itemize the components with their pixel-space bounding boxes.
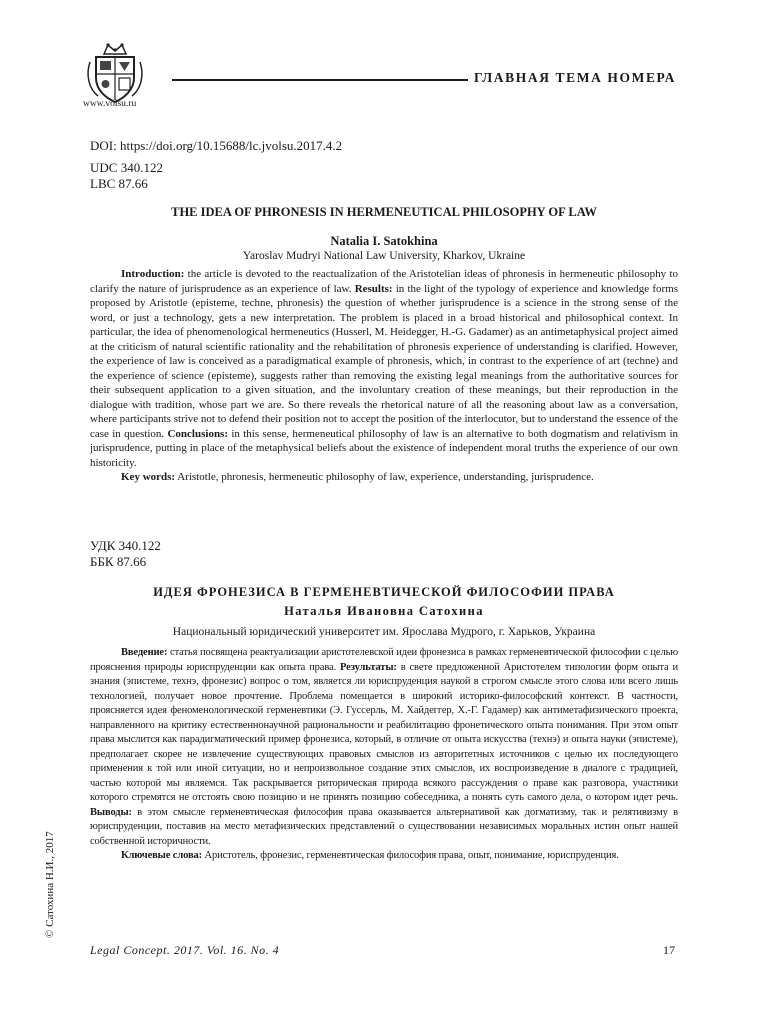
keywords-ru: Аристотель, фронезис, герменевтическая философия права, опыт, понимание, юриспруденция. — [202, 850, 619, 861]
intro-label-ru: Введение: — [121, 647, 168, 658]
results-text: in the light of the typology of experience and knowledge forms proposed by Aristotle (episteme, techne, phronesis) the question of whether jurisprudence is a science in the strong sense of the word, or just a technology, gets a new interpretation. The problem is placed in a broad historical and philosophical context. In particular, the idea of phenomenological hermeneutics (Husserl, M. Heidegger, H.-G. Gadamer) as an antimetaphysical project aimed at the criticism of natural scientific rationality and the rehabilitation of phronesis experience of understanding is clarified. However, the experience of law is conceived as a paradigmatical example of phronesis, which, in contrast to the experience of art (techne) and the experience of science (episteme), suggests rather than removing the existing legal meanings from the authoritative sources for their subsequent application to a given situation, and the involuntary creation of these meanings, but their reproduction in the dialogue with tradition, whose part we are. So there reveals the rhetorical nature of all the reasoning about law as a conversation, where participants strive not to defend their position not to accept the position of the interlocutor, but to understand the essence of the case in question. — [90, 282, 678, 440]
intro-label: Introduction: — [121, 268, 185, 280]
site-url: www.volsu.ru — [83, 99, 137, 109]
conclusions-text-ru: в этом смысле герменевтическая философия права оказывается альтернативой как догматизму, так и релятивизму в юриспруденции, поставив на место метафизических представлений о существовании независимых моральных истин опыт нашей собственной историчности. — [90, 806, 678, 847]
results-label-ru: Результаты: — [340, 661, 397, 673]
doi: DOI: https://doi.org/10.15688/lc.jvolsu.2017.4.2 — [90, 138, 343, 153]
page-number: 17 — [663, 943, 675, 957]
copyright-notice: © Сатохина Н.И., 2017 — [44, 831, 56, 938]
conclusions-label: Conclusions: — [167, 427, 229, 440]
affiliation-en: Yaroslav Mudryi National Law University, Kharkov, Ukraine — [242, 250, 526, 262]
results-text-ru: в свете предложенной Аристотелем типологии форм опыта и знания (эпистеме, технэ, фронезис) вопрос о том, является ли юриспруденция наукой в строгом смысле этого слова или всего лишь технологией, получает новое прочтение. Проблема помещается в широкий историко-философский контекст. В частности, проясняется идея феноменологической герменевтики (Э. Гуссерль, М. Хайдеггер, Х.-Г. Гадамер) как антиметафизического проекта, направленного на критику естественнонаучной рациональности и реабилитацию фронетического опыта понимания. При этом опыт права мыслится как парадигматический пример фронезиса, который, в отличие от опыта искусства (технэ) и опыта науки (эпистеме), предполагает скорее не извлечение существующих правовых смыслов из авторитетных источников с целью их последующего применения к той или иной ситуации, но и непроизвольное создание этих смыслов, их воспроизведение в диалоге с традицией, частью которой мы являемся. Так раскрывается риторическая природа всякого рассуждения о праве как разговора, участники которого стремятся не отстоять свою позицию и не принять позицию собеседника, а понять суть самого дела, о котором идет речь. — [90, 661, 678, 803]
journal-footer: Legal Concept. 2017. Vol. 16. No. 4 — [90, 943, 280, 957]
keywords-label-en: Key words: — [121, 471, 176, 483]
section-title: ГЛАВНАЯ ТЕМА НОМЕРА — [474, 70, 677, 85]
lbc: LBC 87.66 — [90, 176, 148, 191]
intro-text: the article is devoted to the reactualization of the Aristotelian ideas of phronesis in hermeneutic philosophy to clarify the nature of jurisprudence as an experience of law. — [90, 268, 678, 295]
conclusions-text: in this sense, hermeneutical philosophy of law is an alternative to both dogmatism and relativism in jurisprudence, putting in place of the metaphysical beliefs about the existence of independent moral truths the experience of our own historicity. — [90, 427, 679, 469]
keywords-label-ru: Ключевые слова: — [121, 850, 203, 861]
bbk: ББК 87.66 — [90, 554, 147, 569]
abstract-en — [90, 267, 678, 485]
affiliation-ru: Национальный юридический университет им. Ярослава Мудрого, г. Харьков, Украина — [172, 626, 596, 638]
intro-text-ru: статья посвящена реактуализации аристотелевской идеи фронезиса в рамках герменевтической философии с целью прояснения природы юриспруденции как опыта права. — [90, 647, 678, 673]
author-en: Natalia I. Satokhina — [330, 234, 438, 248]
keywords-en: Aristotle, phronesis, hermeneutic philosophy of law, experience, understanding, jurisprudence. — [175, 471, 594, 483]
author-ru: Наталья Ивановна Сатохина — [284, 604, 484, 618]
university-crest-logo — [86, 40, 144, 106]
results-label: Results: — [354, 282, 393, 295]
abstract-ru — [90, 646, 678, 864]
conclusions-label-ru: Выводы: — [90, 806, 132, 818]
article-title-en: THE IDEA OF PHRONESIS IN HERMENEUTICAL PHILOSOPHY OF LAW — [171, 205, 597, 219]
header-rule — [172, 79, 468, 81]
udc: UDC 340.122 — [90, 160, 163, 175]
udk: УДК 340.122 — [90, 538, 161, 553]
article-title-ru: ИДЕЯ ФРОНЕЗИСА В ГЕРМЕНЕВТИЧЕСКОЙ ФИЛОСОФИИ ПРАВА — [153, 585, 615, 599]
